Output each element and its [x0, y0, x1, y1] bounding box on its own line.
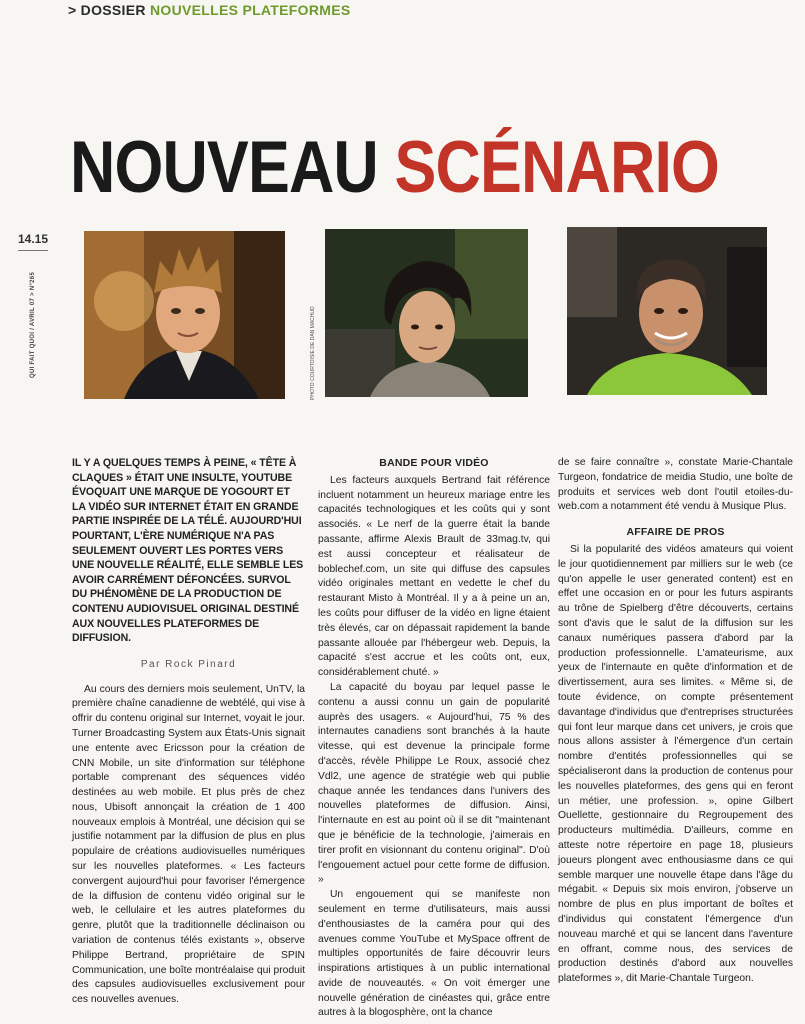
title-part-1: NOUVEAU — [70, 127, 378, 208]
col2-paragraph-1: Les facteurs auxquels Bertrand fait référence incluent notamment un heureux mariage entre les capacités technologiques et les coûts qui y sont associés. « Le nerf de la guerre était la bande passante, affirme Alexis Brault de 33mag.tv, qui est aussi concepteur et réalisateur de boblechef.com, un site qui diffuse des capsules vidéo originales mettant en vedette le chef du restaurant Misto à Montréal. Il y a à peine un an, les coûts pour diffuser de la vidéo en ligne étaient très élevés, car on dépassait rapidement la bande passante allouée par l'hébergeur web. Depuis, la capacité s'est accrue et les coûts ont, eux, considérablement chuté. » — [318, 474, 550, 679]
photo-alexis-brault — [325, 229, 528, 397]
header-section: NOUVELLES PLATEFORMES — [149, 2, 351, 18]
column-3 — [558, 456, 793, 987]
header-dossier: > DOSSIER — [68, 2, 146, 18]
side-issue-label: QUI FAIT QUOI / AVRIL 07 > N°265 — [30, 271, 36, 378]
subheading-affaire-de-pros: AFFAIRE DE PROS — [626, 526, 725, 539]
col1-paragraph-1: Au cours des derniers mois seulement, UnTV, la première chaîne canadienne de webtélé, qui vise à offrir du contenu original sur Internet, voyait le jour. Turner Broadcasting System aux États-Unis signait une entente avec Ericsson pour la création de CNN Mobile, un site d'information sur téléphone portable comprenant des séquences vidéo destinées au web mobile. Et plus près de chez nous, Ubisoft annonçait la création de 1 400 nouveaux emplois à Montréal, une décision qui se justifie notamment par la diffusion de plus en plus populaire de créations audiovisuelles numériques sur les nouvelles plateformes. « Les facteurs convergent aujourd'hui pour favoriser l'émergence de la diffusion de contenu vidéo original sur le web, le cellulaire et les autres plateformes du genre, plutôt que la traditionnelle déclinaison ou variation de contenus télés existants », observe Philippe Bertrand, propriétaire de SPIN Communication, une boîte montréalaise qui produit des capsules audiovisuelles exclusivement pour ces nouvelles avenues. — [72, 683, 305, 1006]
col2-paragraph-3: Un engouement qui se manifeste non seulement en terme d'utilisateurs, mais aussi d'enthousiastes de la caméra pour qui des avenues comme YouTube et MySpace offrent de multiples opportunités de faire découvrir leurs inspirations artistiques à un public international avide de nouveautés. « On voit émerger une nouvelle génération de cinéastes qui, grâce entre autres à la blogosphère, ont la chance — [318, 889, 550, 1019]
byline: Par Rock Pinard — [140, 658, 237, 670]
column-1 — [72, 456, 305, 1008]
column-2 — [318, 456, 550, 1021]
portrait-2-illustration — [325, 229, 528, 397]
title-part-2: SCÉNARIO — [394, 127, 720, 208]
section-header — [68, 2, 350, 18]
article-title — [70, 128, 719, 208]
col3-paragraph-1: Si la popularité des vidéos amateurs qui voient le jour quotidiennement par milliers sur le web (ce qu'on appelle le user generated content) est en effet une occasion en or pour les futurs aspirants au trône de Spielberg d'être découverts, certains sont d'avis que le salut de la diffusion sur les canaux numériques passera d'abord par la production professionnelle. L'amateurisme, aux yeux de l'internaute en quête d'information et de divertissement, aura ses limites. « Même si, de toute évidence, on compte présentement davantage d'individus que d'entreprises structurées qui font leur marque dans cet univers, je crois que nous allons assister à l'émergence d'un certain nombre d'entités professionnelles qui se spécialiseront dans la production de contenus pour les nouvelles plateformes, des gens qui en feront un métier, une profession. », opine Gilbert Ouellette, gestionnaire du Regroupement des producteurs multimédia. D'ailleurs, comme en atteste notre répertoire en page 18, plusieurs joueurs plongent avec enthousiasme dans ce qui semble marquer une nouvelle étape dans l'âge du mégabit. « Depuis six mois environ, j'observe un nombre de plus en plus important de boîtes et d'individus qui constatent l'émergence d'un nouveau marché et qui se lancent dans l'aventure en offrant, comme nous, des services de production destinés d'abord aux nouvelles plateformes », dit Marie-Chantale Turgeon. — [558, 543, 793, 985]
article-lead: IL Y A QUELQUES TEMPS À PEINE, « TÊTE À CLAQUES » ÉTAIT UNE INSULTE, YOUTUBE ÉVOQUAIT UNE MARQUE DE YOGOURT ET LA VIDÉO SUR INTERNET ÉTAIT EN GRANDE PARTIE INSPIRÉE DE LA TÉLÉ. AUJOURD'HUI POURTANT, L'ÈRE NUMÉRIQUE N'A PAS SEULEMENT OUVERT LES PORTES VERS UNE NOUVELLE RÉALITÉ, ELLE SEMBLE LES AVOIR CARRÉMENT DÉFONCÉES. SURVOL DU PHÉNOMÈNE DE LA PRODUCTION DE CONTENU AUDIOVISUEL ORIGINAL DESTINÉ AUX NOUVELLES PLATEFORMES DE DIFFUSION. — [72, 457, 304, 645]
col2-paragraph-2: La capacité du boyau par lequel passe le contenu a aussi connu un gain de popularité auprès des usagers. « Aujourd'hui, 75 % des internautes canadiens sont branchés à la haute vitesse, qui est devenue la principale forme d'accès, révèle Philippe Le Roux, associé chez Vdl2, une agence de stratégie web qui publie chaque année les tendances dans l'univers des nouvelles plateformes de diffusion. Ainsi, l'internaute en est au point où il se dit "maintenant que je bénéficie de la technologie, j'aimerais en tirer profit en visionnant du contenu original". D'où l'engouement actuel pour cette forme de diffusion. » — [318, 681, 550, 886]
portrait-3-illustration — [567, 227, 767, 395]
page-number: 14.15 — [18, 232, 49, 246]
portrait-1-illustration — [84, 231, 285, 399]
page-number-rule — [18, 250, 48, 251]
photo-philippe-bertrand — [84, 231, 285, 399]
photo-credit: PHOTO COURTOISIE DE DAN MACHUD — [310, 306, 316, 400]
col3-paragraph-continued: de se faire connaître », constate Marie-Chantale Turgeon, fondatrice de meidia Studio, une boîte de produits et services web dont l'outil etoiles-du-web.com a notamment été vendu à Musique Plus. — [558, 457, 793, 513]
subheading-bande-video: BANDE POUR VIDÉO — [379, 457, 489, 469]
photo-gilbert-ouellette — [567, 227, 767, 395]
